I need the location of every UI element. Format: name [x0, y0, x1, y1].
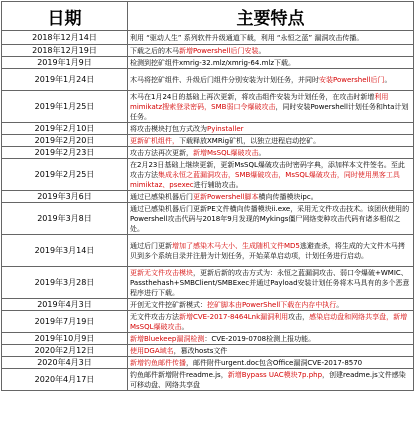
row-date: 2019年4月3日	[2, 299, 128, 311]
table-row	[2, 45, 414, 57]
feature-text: 开创无文件挖矿新模式：	[130, 300, 207, 309]
row-feature	[128, 45, 414, 57]
highlight-text: 挖矿脚本由PowerShell下载在内存中执行	[207, 300, 337, 309]
row-feature	[128, 267, 414, 299]
highlight-text: 更新Powershell脚本	[193, 192, 259, 201]
table-row	[2, 357, 414, 369]
highlight-text: 增加了感染木马大小、生成随机文件MD5	[172, 241, 300, 250]
feature-text: 检测到挖矿组件xmrig-32.mlz/xmrig-64.mlz下载。	[130, 58, 296, 67]
feature-text: 横向传播模块ipc。	[258, 192, 318, 201]
highlight-text: 新增Bluekeep漏洞检测	[130, 334, 205, 343]
row-feature	[128, 191, 414, 203]
row-date: 2020年4月17日	[2, 369, 128, 391]
row-date: 2020年2月12日	[2, 345, 128, 357]
features-column-header: 主要特点	[128, 2, 414, 31]
feature-text: 钓鱼邮件新增附件readme.js，	[130, 370, 228, 379]
highlight-text: 新增CVE-2017-8464Lnk漏洞利用	[179, 312, 289, 321]
table-row	[2, 147, 414, 159]
row-date: 2018年12月19日	[2, 45, 128, 57]
highlight-text: 新增MsSQL爆破攻击	[193, 148, 259, 157]
row-date: 2018年12月14日	[2, 31, 128, 45]
row-feature	[128, 123, 414, 135]
table-row	[2, 311, 414, 333]
row-date: 2019年3月28日	[2, 267, 128, 299]
header-row	[2, 2, 414, 31]
row-date: 2019年2月23日	[2, 147, 128, 159]
feature-text: 通过后门更新	[130, 241, 172, 250]
feature-text: ，创建readme.js文件感染可移动盘、网络共享盘	[130, 370, 406, 389]
feature-text: ，采用无文件攻击技术。该团伙使用的Powershell攻击代码与2018年9月发现的Mykings僵尸网络变种攻击代码有诸多相似之处。	[130, 204, 410, 233]
table-row	[2, 345, 414, 357]
row-feature	[128, 147, 414, 159]
feature-text: ，篡改hosts文件	[173, 346, 228, 355]
table-row	[2, 333, 414, 345]
date-column-header: 日期	[2, 2, 128, 31]
table-row	[2, 369, 414, 391]
highlight-text: 更新矿机组件，	[130, 136, 179, 145]
feature-text: 并通过Payload安装计划任务将木马具有的多个恶意程序进行下载。	[130, 278, 410, 297]
row-date: 2019年3月14日	[2, 235, 128, 267]
feature-text: ，更新后新的攻击方式为：永恒之蓝漏洞攻击、弱口令爆破+WMIC、Passthehash+SMBClient/SMBExec	[130, 268, 408, 287]
row-feature	[128, 311, 414, 333]
table-row	[2, 135, 414, 147]
table-row	[2, 159, 414, 191]
row-date: 2019年1月25日	[2, 91, 128, 123]
table-row	[2, 31, 414, 45]
feature-text: 木马在1月24日的基础上再次更新，将攻击组件安装为计划任务，在攻击时新增	[130, 92, 375, 101]
table-row	[2, 267, 414, 299]
highlight-text: 利用mimikatz搜索登录密码，SMB弱口令爆破攻击	[130, 92, 389, 111]
highlight-text: 感染启动盘和网络共享盘，新增MsSQL爆破攻击	[130, 312, 408, 331]
table-row	[2, 235, 414, 267]
feature-text: 。	[336, 300, 344, 309]
row-date: 2019年2月20日	[2, 135, 128, 147]
feature-text: 。	[181, 322, 189, 331]
feature-text: 无文件攻击方法	[130, 312, 179, 321]
table-row	[2, 299, 414, 311]
feature-text: 利用 “驱动人生” 系列软件升级通道下载，利用 “永恒之蓝” 漏洞攻击传播。	[130, 33, 364, 42]
table-row	[2, 123, 414, 135]
highlight-text: 集成永恒之蓝漏洞攻击，SMB爆破攻击，MsSQL爆破攻击，同时使用黑客工具mimiktaz、psexec	[130, 170, 400, 189]
highlight-text: 新增Bypass UAC模块7p.php	[227, 370, 323, 379]
feature-text: 在2月23日基础上继续更新，更新MsSQL爆破攻击时密码字典，添加样本文件签名。至此攻击方法	[130, 160, 405, 179]
feature-text: 。	[258, 46, 266, 55]
feature-text: 攻击，	[288, 312, 310, 321]
row-feature	[128, 333, 414, 345]
row-feature	[128, 345, 414, 357]
feature-text: 通过已感染机器后门	[130, 192, 193, 201]
feature-text: 更新PE文件横向传播模块ii.exe	[193, 204, 291, 213]
table-row	[2, 191, 414, 203]
row-feature	[128, 369, 414, 391]
row-date: 2019年3月6日	[2, 191, 128, 203]
row-feature	[128, 69, 414, 91]
feature-text: 。	[384, 75, 392, 84]
feature-text: 将攻击模块打包方式改为	[130, 124, 207, 133]
feature-text: ，同时安装Powershell计划任务和hta计划任务。	[130, 102, 409, 121]
row-feature	[128, 57, 414, 69]
row-feature	[128, 91, 414, 123]
feature-text: 下载释放XMRig矿机，以独立进程启动挖矿。	[179, 136, 321, 145]
highlight-text: 使用DGA域名	[130, 346, 174, 355]
timeline-table	[1, 1, 414, 391]
feature-text: ，邮件附件urgent.doc包含Office漏洞CVE-2017-8570	[186, 358, 363, 367]
feature-text: 攻击方法再次更新，	[130, 148, 193, 157]
row-date: 2019年1月24日	[2, 69, 128, 91]
feature-text: 逃避查杀，将生成的大文件木马拷贝到多个系统目录并注册为计划任务，开始菜单启动项，计划任务进行启动。	[130, 241, 405, 260]
highlight-text: 新增Powershell后门安装	[179, 46, 259, 55]
feature-text: 木马将挖矿组件、升级后门组件分别安装为计划任务，并同时	[130, 75, 319, 84]
row-date: 2019年10月9日	[2, 333, 128, 345]
feature-text: ：CVE-2019-0708检测上报功能。	[204, 334, 316, 343]
highlight-text: 新增钓鱼邮件传播	[130, 358, 186, 367]
feature-text: 通过已感染机器后门	[130, 204, 193, 213]
highlight-text: Pyinstaller	[207, 124, 244, 133]
row-date: 2019年3月8日	[2, 203, 128, 235]
row-feature	[128, 31, 414, 45]
table-row	[2, 57, 414, 69]
highlight-text: 更新无文件攻击模块	[130, 268, 193, 277]
row-date: 2019年1月9日	[2, 57, 128, 69]
feature-text: 下载之后的木马	[130, 46, 179, 55]
feature-text: 。	[258, 148, 266, 157]
table-row	[2, 203, 414, 235]
table-row	[2, 69, 414, 91]
row-feature	[128, 203, 414, 235]
table-row	[2, 91, 414, 123]
row-feature	[128, 159, 414, 191]
row-date: 2019年2月10日	[2, 123, 128, 135]
feature-text: 进行辅助攻击。	[193, 180, 243, 189]
row-feature	[128, 357, 414, 369]
row-date: 2019年2月25日	[2, 159, 128, 191]
row-feature	[128, 135, 414, 147]
row-feature	[128, 235, 414, 267]
highlight-text: 安装Powershell后门	[319, 75, 385, 84]
row-date: 2019年7月19日	[2, 311, 128, 333]
timeline-body	[2, 31, 414, 391]
row-feature	[128, 299, 414, 311]
row-date: 2020年4月3日	[2, 357, 128, 369]
